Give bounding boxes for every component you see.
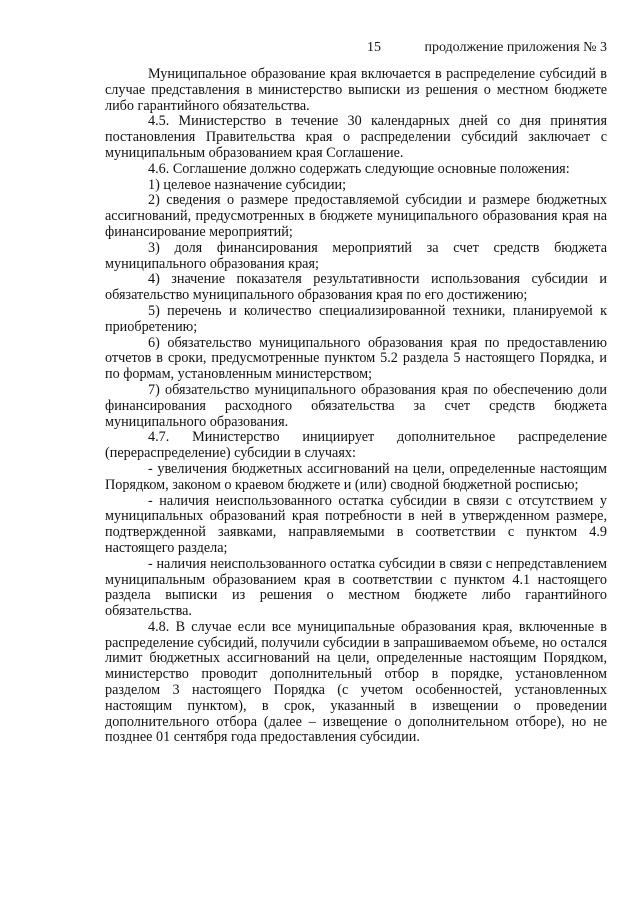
list-item-2: 2) сведения о размере предоставляемой субсидии и размере бюджетных ассигнований, предусмотренных в бюджете муниципального образования края на финансирование мероприятий;: [105, 192, 607, 240]
list-item-5: 5) перечень и количество специализированной техники, планируемой к приобретению;: [105, 302, 607, 335]
case-item-3: - наличия неиспользованного остатка субсидии в связи с непредставлением муниципальным образованием края в соответствии с пунктом 4.1 настоящего раздела выписки из решения о местном бюджете либо гарантийного обязательства.: [105, 555, 607, 620]
paragraph-4-6: 4.6. Соглашение должно содержать следующие основные положения:: [148, 160, 570, 177]
paragraph-4-5: 4.5. Министерство в течение 30 календарных дней со дня принятия постановления Правительства края о распределении субсидий заключает с муниципальным образованием края Соглашение.: [105, 113, 607, 161]
document-body: [105, 67, 607, 746]
list-item-7: 7) обязательство муниципального образования края по обеспечению доли финансирования расходного обязательства за счет средств бюджета муниципального образования.: [105, 381, 607, 430]
case-item-1: - увеличения бюджетных ассигнований на цели, определенные настоящим Порядком, законом о краевом бюджете и (или) сводной бюджетной росписью;: [105, 460, 607, 493]
case-item-2: - наличия неиспользованного остатка субсидии в связи с отсутствием у муниципальных образований края потребности в ней в утвержденном размере, подтвержденной заявками, направляемыми в соответствии с пунктом 4.9 настоящего раздела;: [105, 492, 607, 556]
list-item-3: 3) доля финансирования мероприятий за счет средств бюджета муниципального образования края;: [105, 239, 607, 272]
list-item-6: 6) обязательство муниципального образования края по предоставлению отчетов в сроки, предусмотренные пунктом 5.2 раздела 5 настоящего Порядка, и по формам, установленным министерством;: [105, 334, 607, 383]
appendix-continuation-note: продолжение приложения № 3: [424, 40, 607, 55]
page-number: 15: [367, 40, 381, 55]
list-item-4: 4) значение показателя результативности использования субсидии и обязательство муниципального образования края по его достижению;: [105, 271, 607, 304]
page-header: [105, 40, 607, 58]
list-item-1: 1) целевое назначение субсидии;: [148, 176, 347, 193]
paragraph-inclusion-condition: Муниципальное образование края включается в распределение субсидий в случае представления в министерство выписки из решения о местном бюджете либо гарантийного обязательства.: [105, 66, 607, 114]
paragraph-4-8: 4.8. В случае если все муниципальные образования края, включенные в распределение субсидий, получили субсидии в запрашиваемом объеме, но остался лимит бюджетных ассигнований на цели, определенные настоящим Порядком, министерство проводит дополнительный отбор в порядке, установленном разделом 3 настоящего Порядка (с учетом особенностей, установленных настоящим пунктом), в срок, указанный в извещении о проведении дополнительного отбора (далее – извещение о дополнительном отборе), но не позднее 01 сентября года предоставления субсидии.: [105, 618, 607, 746]
paragraph-4-7: 4.7. Министерство инициирует дополнительное распределение (перераспределение) субсидии в случаях:: [105, 429, 607, 462]
